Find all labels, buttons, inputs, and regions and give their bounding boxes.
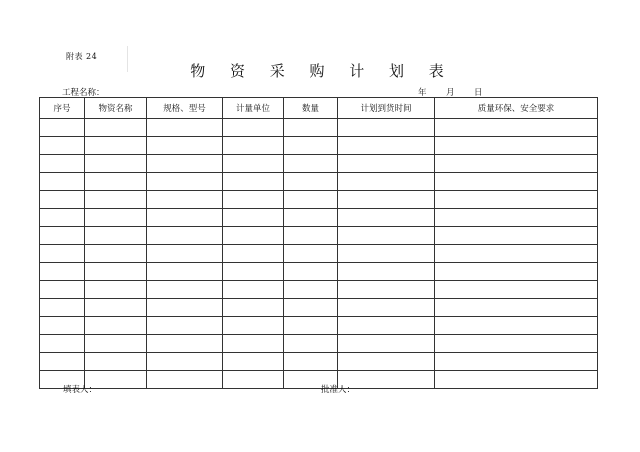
table-cell[interactable] (85, 119, 147, 137)
table-cell[interactable] (40, 137, 85, 155)
table-cell[interactable] (338, 281, 435, 299)
table-row (40, 191, 598, 209)
table-cell[interactable] (40, 209, 85, 227)
procurement-plan-table (39, 97, 598, 389)
table-cell[interactable] (338, 245, 435, 263)
table-cell[interactable] (435, 371, 598, 389)
table-cell[interactable] (147, 353, 223, 371)
table-cell[interactable] (223, 173, 284, 191)
table-cell[interactable] (40, 299, 85, 317)
table-cell[interactable] (147, 119, 223, 137)
table-cell[interactable] (85, 263, 147, 281)
table-row (40, 263, 598, 281)
table-cell[interactable] (40, 317, 85, 335)
table-cell[interactable] (85, 335, 147, 353)
table-cell[interactable] (338, 173, 435, 191)
table-cell[interactable] (284, 137, 338, 155)
appendix-label: 附表 24 (66, 52, 98, 61)
table-header-row (40, 98, 598, 119)
table-cell[interactable] (338, 263, 435, 281)
project-name-label: 工程名称： (62, 88, 105, 98)
table-cell[interactable] (147, 317, 223, 335)
table-cell[interactable] (435, 281, 598, 299)
table-cell[interactable] (85, 209, 147, 227)
approver-label: 批准人： (321, 385, 356, 395)
table-cell[interactable] (85, 317, 147, 335)
table-cell[interactable] (85, 173, 147, 191)
table-cell[interactable] (147, 281, 223, 299)
table-cell[interactable] (147, 335, 223, 353)
table-cell[interactable] (435, 335, 598, 353)
table-cell[interactable] (435, 353, 598, 371)
date-year-label: 年 (418, 88, 427, 98)
table-cell[interactable] (223, 299, 284, 317)
table-cell[interactable] (284, 155, 338, 173)
table-cell[interactable] (40, 155, 85, 173)
table-cell[interactable] (284, 173, 338, 191)
table-cell[interactable] (435, 299, 598, 317)
table-cell[interactable] (338, 119, 435, 137)
table-row (40, 137, 598, 155)
table-cell[interactable] (435, 263, 598, 281)
column-header-unit: 计量单位 (223, 98, 284, 119)
table-cell[interactable] (284, 245, 338, 263)
column-header-material-name: 物资名称 (85, 98, 147, 119)
table-cell[interactable] (40, 263, 85, 281)
table-cell[interactable] (147, 137, 223, 155)
table-cell[interactable] (147, 227, 223, 245)
page-title: 物 资 采 购 计 划 表 (190, 62, 454, 80)
table-cell[interactable] (85, 155, 147, 173)
table-cell[interactable] (284, 335, 338, 353)
table-cell[interactable] (435, 227, 598, 245)
table-cell[interactable] (338, 155, 435, 173)
table-cell[interactable] (223, 137, 284, 155)
table-cell[interactable] (40, 173, 85, 191)
table-cell[interactable] (338, 353, 435, 371)
column-header-index: 序号 (40, 98, 85, 119)
table-row (40, 227, 598, 245)
column-header-arrival-time: 计划到货时间 (338, 98, 435, 119)
table-cell[interactable] (85, 245, 147, 263)
table-cell[interactable] (284, 299, 338, 317)
table-cell[interactable] (223, 335, 284, 353)
table-cell[interactable] (85, 299, 147, 317)
table-cell[interactable] (435, 209, 598, 227)
table-row (40, 155, 598, 173)
table-cell[interactable] (85, 353, 147, 371)
table-cell[interactable] (338, 317, 435, 335)
table-cell[interactable] (147, 209, 223, 227)
table-cell[interactable] (40, 353, 85, 371)
table-row (40, 281, 598, 299)
table-cell[interactable] (147, 371, 223, 389)
table-cell[interactable] (338, 227, 435, 245)
table-cell[interactable] (284, 119, 338, 137)
table-cell[interactable] (223, 263, 284, 281)
date-month-label: 月 (446, 88, 455, 98)
table-cell[interactable] (284, 191, 338, 209)
table-cell[interactable] (40, 281, 85, 299)
table-cell[interactable] (223, 227, 284, 245)
table-row (40, 173, 598, 191)
table-row (40, 119, 598, 137)
table-cell[interactable] (223, 353, 284, 371)
table-row (40, 371, 598, 389)
table-cell[interactable] (435, 119, 598, 137)
filler-label: 填表人： (63, 385, 98, 395)
table-cell[interactable] (85, 227, 147, 245)
table-row (40, 317, 598, 335)
table-cell[interactable] (284, 227, 338, 245)
table-cell[interactable] (85, 281, 147, 299)
table-cell[interactable] (338, 209, 435, 227)
table-row (40, 335, 598, 353)
table-cell[interactable] (40, 335, 85, 353)
table-cell[interactable] (147, 191, 223, 209)
table-cell[interactable] (40, 245, 85, 263)
date-day-label: 日 (474, 88, 483, 98)
table-cell[interactable] (40, 119, 85, 137)
table-cell[interactable] (85, 137, 147, 155)
table-body (40, 119, 598, 389)
table-cell[interactable] (435, 137, 598, 155)
table-cell[interactable] (223, 245, 284, 263)
table-cell[interactable] (223, 191, 284, 209)
table-cell[interactable] (338, 137, 435, 155)
table-cell[interactable] (338, 335, 435, 353)
table-cell[interactable] (147, 245, 223, 263)
table-cell[interactable] (40, 191, 85, 209)
table-cell[interactable] (284, 353, 338, 371)
table-cell[interactable] (147, 173, 223, 191)
table-cell[interactable] (284, 317, 338, 335)
table-cell[interactable] (223, 155, 284, 173)
table-cell[interactable] (338, 191, 435, 209)
table-cell[interactable] (435, 173, 598, 191)
table-cell[interactable] (147, 299, 223, 317)
column-header-spec-model: 规格、型号 (147, 98, 223, 119)
column-header-requirements: 质量环保、安全要求 (435, 98, 598, 119)
table-row (40, 353, 598, 371)
table-row (40, 209, 598, 227)
table-cell[interactable] (284, 209, 338, 227)
table-cell[interactable] (223, 209, 284, 227)
table-cell[interactable] (223, 119, 284, 137)
table-cell[interactable] (284, 263, 338, 281)
table-cell[interactable] (435, 155, 598, 173)
table-cell[interactable] (223, 281, 284, 299)
table-cell[interactable] (40, 227, 85, 245)
column-header-quantity: 数量 (284, 98, 338, 119)
table-row (40, 245, 598, 263)
table-cell[interactable] (435, 317, 598, 335)
table-cell[interactable] (435, 245, 598, 263)
table-cell[interactable] (338, 299, 435, 317)
table-row (40, 299, 598, 317)
table-cell[interactable] (85, 191, 147, 209)
table-cell[interactable] (284, 281, 338, 299)
table-cell[interactable] (147, 263, 223, 281)
table-cell[interactable] (147, 155, 223, 173)
table-cell[interactable] (435, 191, 598, 209)
table-cell[interactable] (223, 317, 284, 335)
table-cell[interactable] (223, 371, 284, 389)
